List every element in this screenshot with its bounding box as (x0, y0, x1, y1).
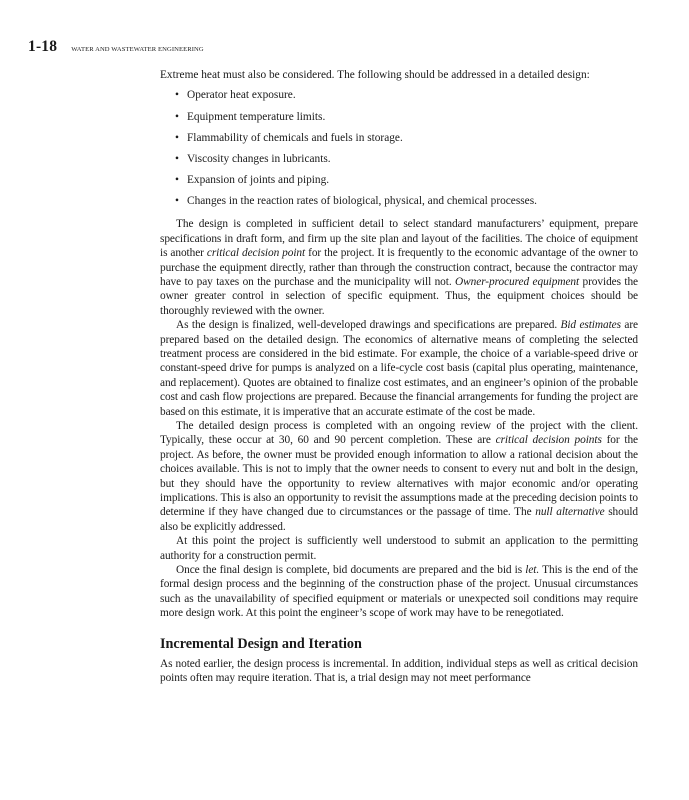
paragraph-final-design: Once the final design is complete, bid documents are prepared and the bid is let. This is the end of the formal design process and the beginning of the construction phase of the project. Unusual circumstances such as the unavailability of specified equipment or materials or unexpected soil conditions may require more design work. At this point the engineer’s scope of work may have to be renegotiated. (160, 564, 639, 620)
bullet-item (160, 131, 638, 145)
bullet-text: Changes in the reaction rates of biological, physical, and chemical processes. (187, 194, 537, 207)
bullet-item (160, 194, 638, 208)
bullet-icon: • (175, 131, 179, 144)
paragraph-incremental-design: As noted earlier, the design process is incremental. In addition, individual steps as well as critical decision points often may require iteration. That is, a trial design may not meet performance (160, 657, 638, 685)
bullet-text: Operator heat exposure. (187, 89, 296, 102)
paragraph-construction-permit: At this point the project is sufficiently well understood to submit an application to the permitting authority for a construction permit. (160, 535, 638, 562)
bullet-icon: • (175, 194, 179, 207)
bullet-item (160, 152, 638, 166)
paragraph-design-review: The detailed design process is completed with an ongoing review of the project with the client. Typically, these occur at 30, 60 and 90 percent completion. These are critical decision points for the project. As before, the owner must be provided enough information to allow a rational decision about the choices available. This is not to imply that the owner needs to consent to every nut and bolt in the design, but they should have the opportunity to review alternatives with major economic and/or operating implications. This is also an opportunity to revisit the assumptions made at the preceding decision points to determine if they have changed due to circumstances or the passage of time. The null alternative should also be explicitly addressed. (160, 419, 638, 533)
bullet-text: Equipment temperature limits. (187, 110, 326, 123)
bullet-text: Viscosity changes in lubricants. (187, 152, 331, 165)
bullet-item (160, 110, 638, 124)
bullet-icon: • (175, 152, 179, 165)
page-body (160, 68, 638, 685)
paragraph-bid-estimates: As the design is finalized, well-developed drawings and specifications are prepared. Bid estimates are prepared based on the detailed design. The economics of alternative means of completing the selected treatment process are considered in the bid estimate. For example, the choice of a variable-speed drive or constant-speed drive for pumps is analyzed on a life-cycle cost basis (capital plus operating, maintenance, and replacement). Quotes are obtained to finalize cost estimates, and an engineer’s opinion of the probable cost and cash flow projections are prepared. Because the financial arrangements for funding the project are based on this estimate, it is imperative that an accurate estimate of the cost be made. (160, 319, 638, 418)
bullet-icon: • (175, 110, 179, 123)
bullet-list (160, 88, 638, 208)
page-header (28, 38, 204, 56)
bullet-icon: • (175, 89, 179, 102)
bullet-item (160, 88, 638, 102)
page-number: 1-18 (28, 38, 58, 55)
running-head: WATER AND WASTEWATER ENGINEERING (71, 46, 204, 53)
bullet-item (160, 173, 638, 187)
bullet-icon: • (175, 173, 179, 186)
section-heading: Incremental Design and Iteration (160, 635, 362, 652)
lead-paragraph: Extreme heat must also be considered. The following should be addressed in a detailed design: (160, 69, 590, 81)
paragraph-design-detail: The design is completed in sufficient detail to select standard manufacturers’ equipment, prepare specifications in draft form, and firm up the site plan and layout of the facilities. The choice of equipment is another critical decision point for the project. It is frequently to the economic advantage of the owner to purchase the equipment directly, rather than through the construction contract, because the contractor may have to pay taxes on the purchase and the municipality will not. Owner-procured equipment provides the owner greater control in selection of specific equipment. Thus, the equipment choices should be thoroughly reviewed with the owner. (160, 218, 639, 317)
bullet-text: Flammability of chemicals and fuels in storage. (187, 131, 403, 144)
bullet-text: Expansion of joints and piping. (187, 173, 330, 186)
